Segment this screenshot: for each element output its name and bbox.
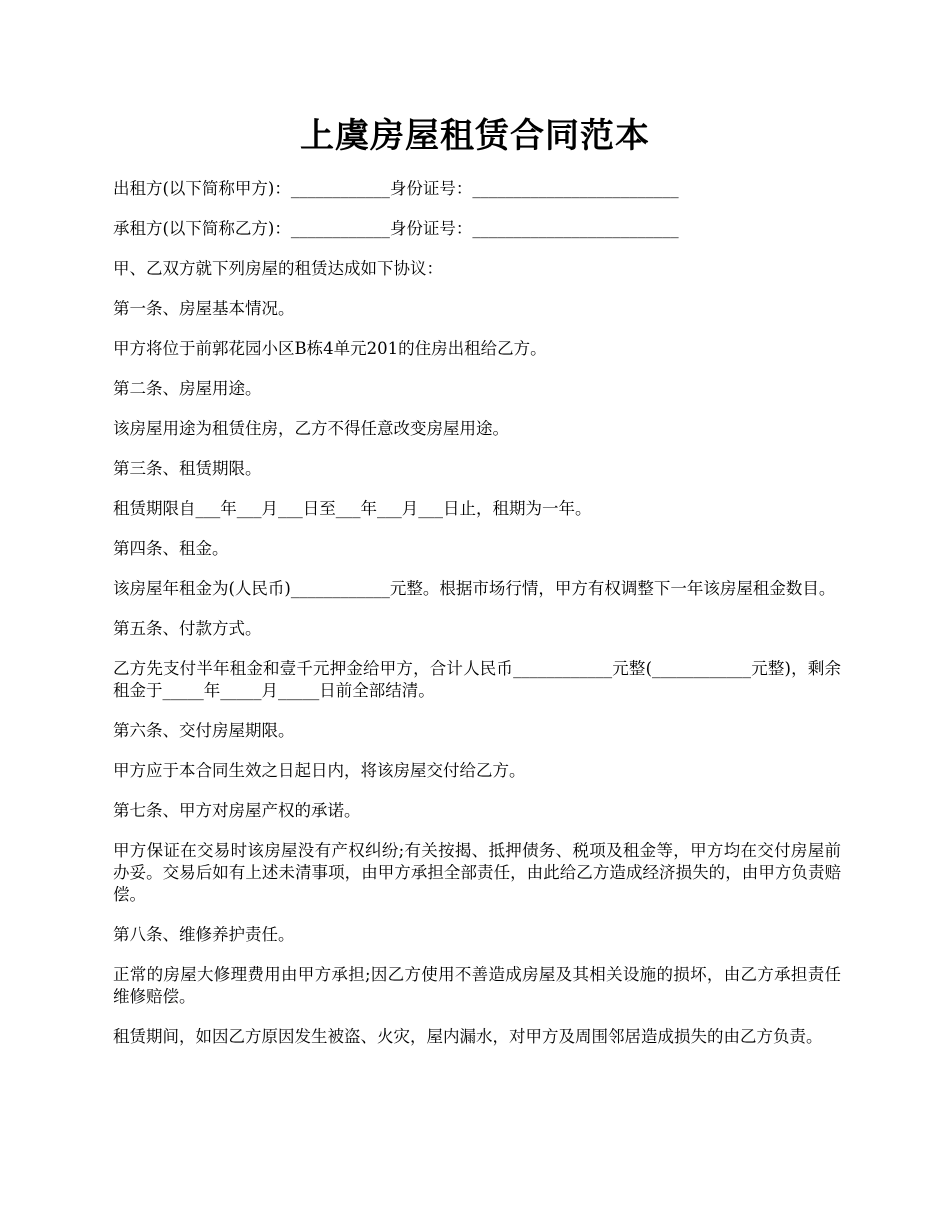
article-1-heading: 第一条、房屋基本情况。 [113, 299, 295, 318]
agreement-intro: 甲、乙双方就下列房屋的租赁达成如下协议： [113, 259, 443, 278]
article-2-text: 该房屋用途为租赁住房，乙方不得任意改变房屋用途。 [113, 419, 509, 438]
article-8-heading: 第八条、维修养护责任。 [113, 925, 295, 944]
lessee-info-line: 承租方(以下简称乙方)：____________身份证号：_________________________ [113, 219, 679, 238]
article-4-text: 该房屋年租金为(人民币)____________元整。根据市场行情，甲方有权调整下一年该房屋租金数目。 [113, 579, 836, 598]
article-6-text: 甲方应于本合同生效之日起日内，将该房屋交付给乙方。 [113, 761, 526, 780]
article-7-heading: 第七条、甲方对房屋产权的承诺。 [113, 801, 361, 820]
article-8-text-2: 租赁期间，如因乙方原因发生被盗、火灾，屋内漏水，对甲方及周围邻居造成损失的由乙方负责。 [113, 1027, 823, 1046]
lessor-info-line: 出租方(以下简称甲方)：____________身份证号：_________________________ [113, 179, 679, 198]
document-body [113, 178, 841, 1066]
article-1-text: 甲方将位于前郭花园小区B栋4单元201的住房出租给乙方。 [113, 339, 547, 358]
article-7-text: 甲方保证在交易时该房屋没有产权纠纷;有关按揭、抵押债务、税项及租金等，甲方均在交付房屋前办妥。交易后如有上述未清事项，由甲方承担全部责任，由此给乙方造成经济损失的，由甲方负责赔偿。 [113, 841, 841, 904]
article-6-heading: 第六条、交付房屋期限。 [113, 721, 295, 740]
article-5-heading: 第五条、付款方式。 [113, 619, 262, 638]
article-8-text: 正常的房屋大修理费用由甲方承担;因乙方使用不善造成房屋及其相关设施的损坏，由乙方承担责任维修赔偿。 [113, 965, 841, 1006]
article-3-text: 租赁期限自___年___月___日至___年___月___日止，租期为一年。 [113, 499, 592, 518]
article-3-heading: 第三条、租赁期限。 [113, 459, 262, 478]
document-title: 上虞房屋租赁合同范本 [300, 116, 650, 156]
article-2-heading: 第二条、房屋用途。 [113, 379, 262, 398]
article-5-text: 乙方先支付半年租金和壹千元押金给甲方，合计人民币____________元整(____________元整)，剩余租金于_____年_____月_____日前全部结清。 [113, 659, 841, 700]
article-4-heading: 第四条、租金。 [113, 539, 229, 558]
